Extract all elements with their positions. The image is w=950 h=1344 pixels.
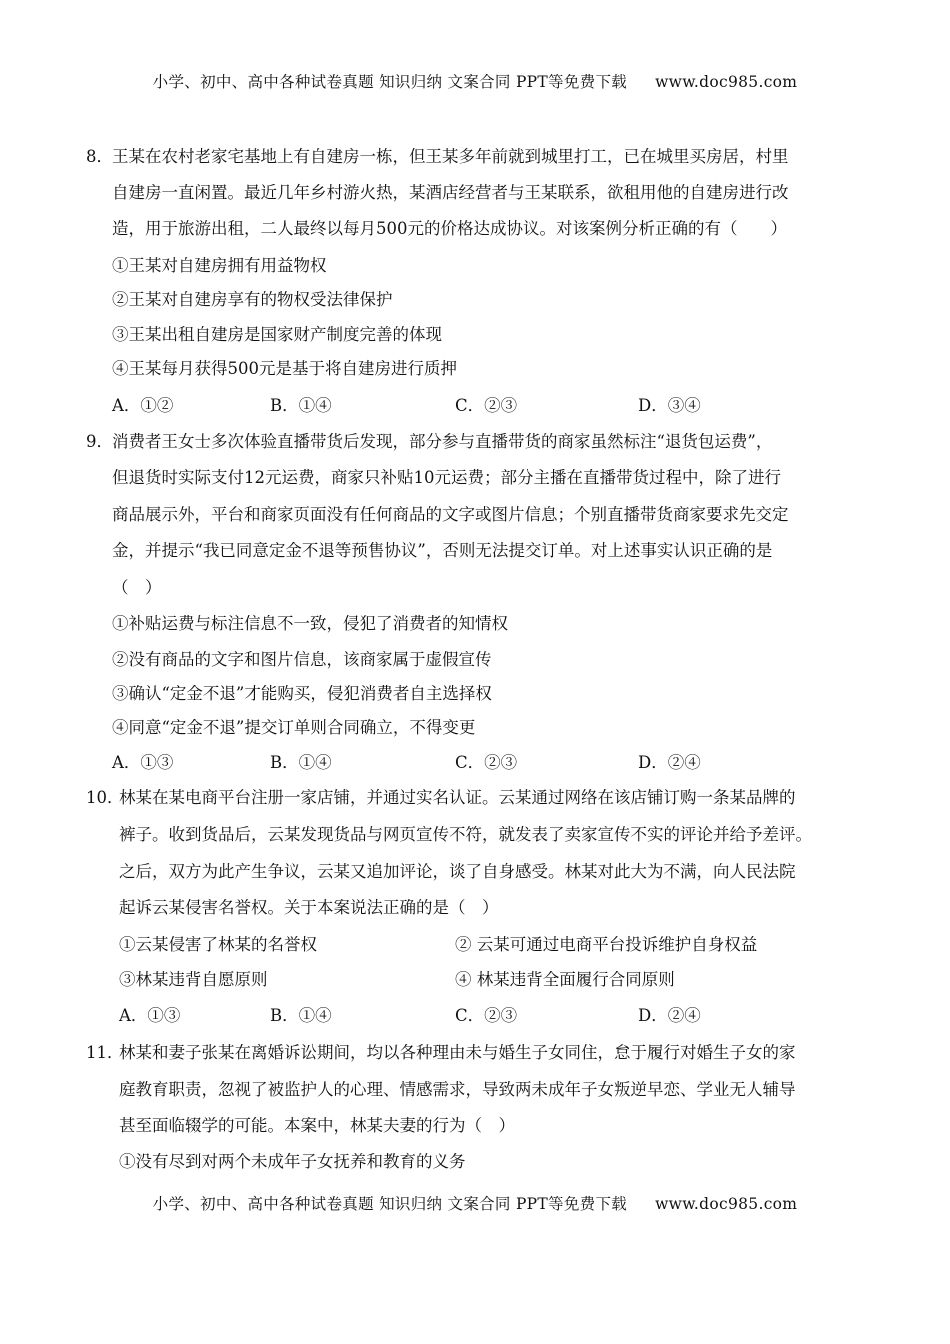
header-site: www.doc985.com bbox=[655, 73, 798, 91]
choice-b: B．①④ bbox=[270, 1006, 332, 1025]
page-footer bbox=[0, 1192, 950, 1214]
question-stem-line: 裤子。收到货品后，云某发现货品与网页宣传不符，就发表了卖家宣传不实的评论并给予差评。 bbox=[119, 825, 812, 844]
statement-item: ④ 林某违背全面履行合同原则 bbox=[455, 970, 675, 989]
question-number: 10． bbox=[86, 788, 124, 807]
question-stem-line: 甚至面临辍学的可能。本案中，林某夫妻的行为（ ） bbox=[119, 1116, 515, 1135]
choice-a: A．①③ bbox=[119, 1006, 181, 1025]
choice-b: B．①④ bbox=[270, 396, 332, 415]
question-stem-line: 商品展示外，平台和商家页面没有任何商品的文字或图片信息；个别直播带货商家要求先交定 bbox=[112, 505, 789, 524]
statement-item: ③林某违背自愿原则 bbox=[119, 970, 268, 989]
choice-a: A．①③ bbox=[112, 753, 174, 772]
statement-item: ③王某出租自建房是国家财产制度完善的体现 bbox=[112, 325, 442, 344]
statement-item: ②没有商品的文字和图片信息，该商家属于虚假宣传 bbox=[112, 650, 492, 669]
choice-c: C．②③ bbox=[455, 753, 518, 772]
question-stem-line: 起诉云某侵害名誉权。关于本案说法正确的是（ ） bbox=[119, 898, 499, 917]
question-stem-line: 之后，双方为此产生争议，云某又追加评论，谈了自身感受。林某对此大为不满，向人民法院 bbox=[119, 862, 796, 881]
choice-b: B．①④ bbox=[270, 753, 332, 772]
choice-a: A．①② bbox=[112, 396, 174, 415]
choice-c: C．②③ bbox=[455, 1006, 518, 1025]
question-stem-line: 王某在农村老家宅基地上有自建房一栋，但王某多年前就到城里打工，已在城里买房居，村里 bbox=[112, 147, 789, 166]
question-number: 8． bbox=[86, 147, 113, 166]
question-stem-line: 林某在某电商平台注册一家店铺，并通过实名认证。云某通过网络在该店铺订购一条某品牌的 bbox=[119, 788, 796, 807]
question-number: 11． bbox=[86, 1043, 124, 1062]
question-stem-line: 但退货时实际支付12元运费，商家只补贴10元运费；部分主播在直播带货过程中，除了进行 bbox=[112, 468, 781, 487]
statement-item: ②王某对自建房享有的物权受法律保护 bbox=[112, 290, 393, 309]
choice-d: D．②④ bbox=[638, 1006, 701, 1025]
statement-item: ①云某侵害了林某的名誉权 bbox=[119, 935, 317, 954]
question-stem-line: 自建房一直闲置。最近几年乡村游火热，某酒店经营者与王某联系，欲租用他的自建房进行改 bbox=[112, 183, 789, 202]
header-text: 小学、初中、高中各种试卷真题 知识归纳 文案合同 PPT等免费下载 bbox=[152, 73, 628, 91]
choice-d: D．③④ bbox=[638, 396, 701, 415]
question-stem-line: 金，并提示“我已同意定金不退等预售协议”，否则无法提交订单。对上述事实认识正确的是 bbox=[112, 541, 773, 560]
question-stem-line: 消费者王女士多次体验直播带货后发现，部分参与直播带货的商家虽然标注“退货包运费”， bbox=[112, 432, 773, 451]
page-header bbox=[0, 70, 950, 92]
statement-item: ② 云某可通过电商平台投诉维护自身权益 bbox=[455, 935, 758, 954]
question-stem-line: 庭教育职责，忽视了被监护人的心理、情感需求，导致两未成年子女叛逆早恋、学业无人辅导 bbox=[119, 1080, 796, 1099]
footer-text: 小学、初中、高中各种试卷真题 知识归纳 文案合同 PPT等免费下载 bbox=[152, 1195, 628, 1213]
statement-item: ③确认“定金不退”才能购买，侵犯消费者自主选择权 bbox=[112, 684, 492, 703]
choice-d: D．②④ bbox=[638, 753, 701, 772]
question-stem-line: 造，用于旅游出租，二人最终以每月500元的价格达成协议。对该案例分析正确的有（ ） bbox=[112, 219, 787, 238]
choice-c: C．②③ bbox=[455, 396, 518, 415]
question-number: 9． bbox=[86, 432, 113, 451]
statement-item: ①王某对自建房拥有用益物权 bbox=[112, 256, 327, 275]
statement-item: ④王某每月获得500元是基于将自建房进行质押 bbox=[112, 359, 457, 378]
statement-item: ①没有尽到对两个未成年子女抚养和教育的义务 bbox=[119, 1152, 466, 1171]
question-stem-line: 林某和妻子张某在离婚诉讼期间，均以各种理由未与婚生子女同住，怠于履行对婚生子女的家 bbox=[119, 1043, 796, 1062]
statement-item: ①补贴运费与标注信息不一致，侵犯了消费者的知情权 bbox=[112, 614, 508, 633]
footer-site: www.doc985.com bbox=[655, 1195, 798, 1213]
question-stem-line: （ ） bbox=[112, 578, 162, 597]
statement-item: ④同意“定金不退”提交订单则合同确立，不得变更 bbox=[112, 718, 476, 737]
